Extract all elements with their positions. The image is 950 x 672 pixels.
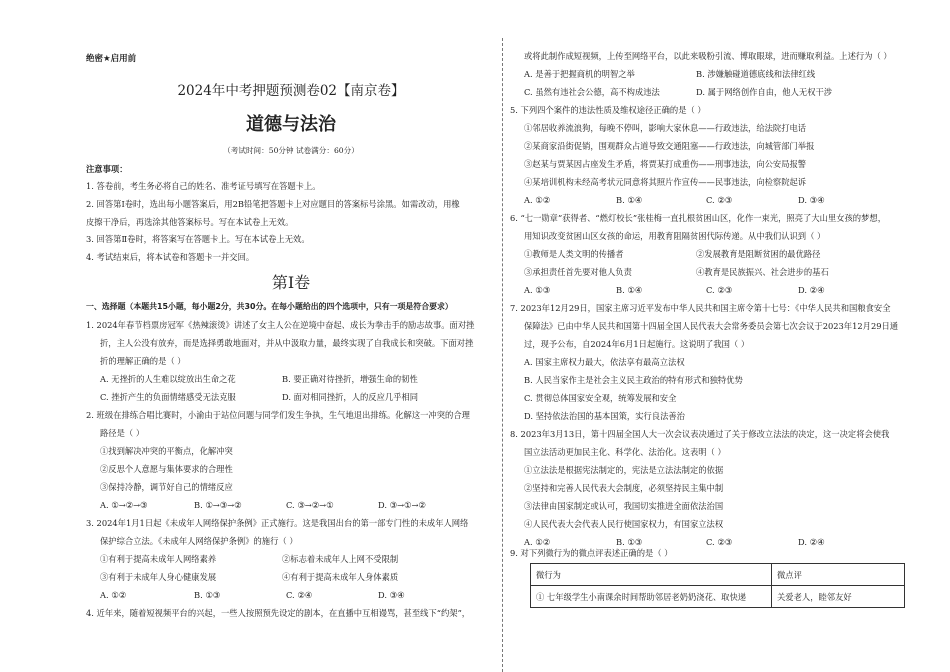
exam-info: （考试时间：50分钟 试卷满分：60分） (223, 146, 359, 155)
option-c: C. 虽然有违社会公德，高不构成违法 (524, 87, 660, 97)
option-c: C. ②③ (706, 195, 733, 205)
option-b: B. 要正确对待挫折，增强生命的韧性 (282, 374, 418, 384)
option-a: A. 国家主席权力最大，依法享有最高立法权 (524, 357, 685, 367)
statement-item: ①立法法是根据宪法制定的，宪法是立法法制定的依据 (524, 465, 724, 475)
option-b: B. ①④ (616, 285, 643, 295)
statement-item: ②坚持和完善人民代表大会制度，必须坚持民主集中制 (524, 483, 724, 493)
question-line: 过，现予公布，自2024年6月1日起施行。这说明了我国（ ） (524, 339, 750, 349)
question-line: 保障法》已由中华人民共和国第十四届全国人民代表大会常务委员会第七次会议于2023年12月29日通 (524, 321, 899, 331)
exam-title: 2024年中考押题预测卷02【南京卷】 (177, 83, 405, 99)
option-d: D. ②④ (798, 537, 825, 547)
option-a: A. ①② (524, 537, 551, 547)
notice-line: 3. 回答第Ⅱ卷时，将答案写在答题卡上。写在本试卷上无效。 (86, 234, 310, 244)
left-column (86, 0, 496, 672)
option-d: D. ③④ (798, 195, 825, 205)
option-d: D. ③④ (378, 590, 405, 600)
option-d: D. ③→①→② (378, 500, 426, 510)
notice-title: 注意事项： (86, 164, 128, 174)
question-line: 3. 2024年1月1日起《未成年人网络保护条例》正式施行。这是我国出台的第一部专门性的未成年人网络 (86, 518, 469, 528)
option-d: D. 面对相同挫折，人的反应几乎相同 (282, 392, 419, 402)
statement-item: ④某培训机构未经高考状元同意将其照片作宣传——民事违法，向检察院起诉 (524, 177, 807, 187)
statement-item: ③赵某与贾某因占座发生矛盾，将贾某打成重伤——刑事违法，向公安局报警 (524, 159, 807, 169)
question-line: 9. 对下列微行为的微点评表述正确的是（ ） (510, 548, 673, 558)
option-b: B. ①④ (616, 195, 643, 205)
question-line: 8. 2023年3月13日，第十四届全国人大一次会议表决通过了关于修改立法法的决定，这一决定将会使我 (510, 429, 890, 439)
question-line: 国立法活动更加民主化、科学化、法治化。这表明（ ） (524, 447, 726, 457)
option-b: B. ①③ (194, 590, 221, 600)
table-header-row (531, 564, 905, 586)
option-c: C. 挫折产生的负面情绪感受无法克服 (100, 392, 236, 402)
statement-item: ①邻居收养流浪狗，每晚不停叫，影响大家休息——行政违法，给法院打电话 (524, 123, 807, 133)
option-a: A. 是善于把握商机的明智之举 (524, 69, 635, 79)
statement-item: ④教育是民族振兴、社会进步的基石 (696, 267, 829, 277)
statement-item: ③承担责任首先要对他人负责 (524, 267, 632, 277)
secret-label: 绝密★启用前 (86, 54, 137, 64)
option-c: C. ②④ (286, 590, 313, 600)
question-line: 7. 2023年12月29日，国家主席习近平发布中华人民共和国主席令第十七号：《中华人民共和国粮食安全 (510, 303, 891, 313)
notice-line: 2. 回答第Ⅰ卷时，选出每小题答案后，用2B铅笔把答题卡上对应题目的答案标号涂黑。如需改动，用橡 (86, 199, 460, 209)
right-column (510, 0, 905, 672)
option-c: C. 贯彻总体国家安全观，统筹发展和安全 (524, 393, 677, 403)
part-title: 第Ⅰ卷 (271, 273, 311, 292)
table-header-cell: 微行为 (531, 564, 772, 586)
column-divider (502, 38, 503, 672)
question-line: 4. 近年来，随着短视频平台的兴起，一些人按照预先设定的剧本，在直播中互相谩骂，甚至线下“约架”， (86, 608, 471, 618)
table-cell: ① 七年级学生小南课余时间帮助邻居老奶奶浇花、取快递 (531, 586, 772, 608)
question-line: 6. “七一勋章”获得者、“燃灯校长”张桂梅一直扎根贫困山区，化作一束光，照亮了大山里女孩的梦想， (510, 213, 886, 223)
question-line: 用知识改变贫困山区女孩的命运，用教育阻隔贫困代际传递。从中我们认识到（ ） (524, 231, 826, 241)
statement-item: ①教师是人类文明的传播者 (524, 249, 624, 259)
notice-line: 1. 答卷前，考生务必将自己的姓名、准考证号填写在答题卡上。 (86, 181, 321, 191)
option-b: B. ①③ (616, 537, 643, 547)
option-c: C. ③→②→① (286, 500, 334, 510)
notice-line: 4. 考试结束后，将本试卷和答题卡一并交回。 (86, 252, 255, 262)
option-d: D. 属于网络创作自由，他人无权干涉 (696, 87, 833, 97)
option-c: C. ②③ (706, 537, 733, 547)
question-line: 折的理解正确的是（ ） (100, 356, 186, 366)
table-row (531, 586, 905, 608)
subject-title: 道德与法治 (246, 114, 336, 135)
option-b: B. ①→③→② (194, 500, 242, 510)
option-d: D. ②④ (798, 285, 825, 295)
option-c: C. ②③ (706, 285, 733, 295)
option-a: A. ①③ (524, 285, 551, 295)
q9-table (530, 563, 905, 608)
question-line: 2. 班级在排练合唱比赛时，小渝由于站位问题与同学们发生争执，生气地退出排练。化解这一冲突的合理 (86, 410, 470, 420)
table-header-cell: 微点评 (772, 564, 905, 586)
statement-item: ④人民代表大会代表人民行使国家权力，有国家立法权 (524, 519, 724, 529)
statement-item: ②某商家沿街促销，围观群众占道导致交通阻塞——行政违法，向城管部门举报 (524, 141, 815, 151)
option-b: B. 涉嫌触碰道德底线和法律红线 (696, 69, 816, 79)
question-line: 保护综合立法。《未成年人网络保护条例》的施行（ ） (100, 536, 298, 546)
statement-item: ④有利于提高未成年人身体素质 (282, 572, 399, 582)
question-line: 或将此制作成短视频，上传至网络平台，以此来吸粉引流、博取眼球，进而赚取利益。上述行为（ ） (524, 51, 892, 61)
section-heading: 一、选择题（本题共15小题，每小题2分，共30分。在每小题给出的四个选项中，只有一项是符合要求） (86, 302, 453, 311)
statement-item: ②标志着未成年人上网不受限制 (282, 554, 399, 564)
statement-item: ③保持冷静，调节好自己的情绪反应 (100, 482, 233, 492)
option-a: A. 无挫折的人生难以绽放出生命之花 (100, 374, 236, 384)
statement-item: ③法律由国家制定或认可，我国切实推进全面依法治国 (524, 501, 724, 511)
question-line: 折，主人公没有放弃，而是选择勇敢地面对，并从中汲取力量，最终实现了自我成长和突破。下面对挫 (100, 338, 474, 348)
statement-item: ③有利于未成年人身心健康发展 (100, 572, 217, 582)
option-a: A. ①② (100, 590, 127, 600)
table-cell: 关爱老人，睦邻友好 (772, 586, 905, 608)
option-d: D. 坚持依法治国的基本国策，实行良法善治 (524, 411, 685, 421)
notice-line: 皮擦干净后，再选涂其他答案标号。写在本试卷上无效。 (86, 217, 294, 227)
question-line: 1. 2024年春节档票房冠军《热辣滚烫》讲述了女主人公在逆境中奋起、成长为拳击手的励志故事。面对挫 (86, 320, 475, 330)
option-b: B. 人民当家作主是社会主义民主政治的特有形式和独特优势 (524, 375, 743, 385)
statement-item: ②反思个人意愿与集体要求的合理性 (100, 464, 233, 474)
option-a: A. ①② (524, 195, 551, 205)
question-line: 路径是（ ） (100, 428, 145, 438)
statement-item: ①找到解决冲突的平衡点，化解冲突 (100, 446, 233, 456)
statement-item: ①有利于提高未成年人网络素养 (100, 554, 217, 564)
option-a: A. ①→②→③ (100, 500, 148, 510)
question-line: 5. 下列四个案件的违法性质及维权途径正确的是（ ） (510, 105, 706, 115)
statement-item: ②发展教育是阻断贫困的最优路径 (696, 249, 821, 259)
